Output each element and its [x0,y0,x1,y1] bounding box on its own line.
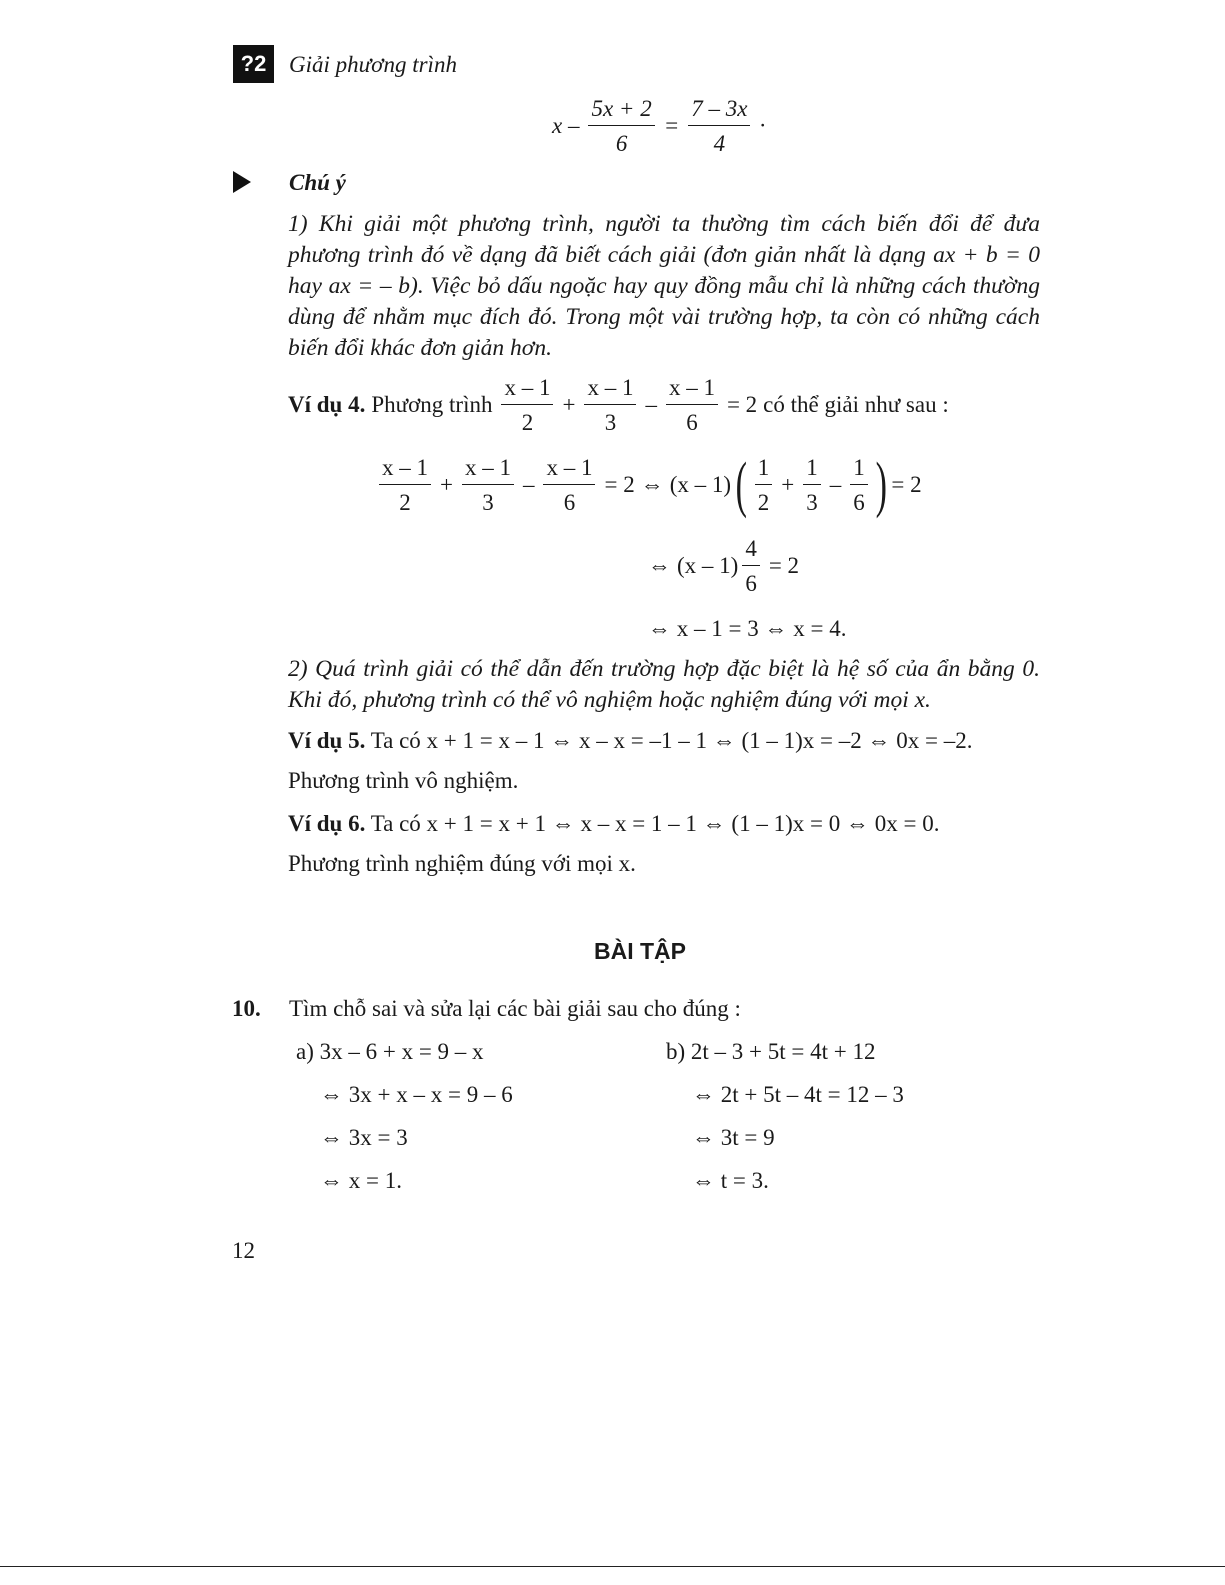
note-heading: Chú ý [289,170,346,195]
note-paragraph-2: 2) Quá trình giải có thể dẫn đến trường hợp đặc biệt là hệ số của ẩn bằng 0. Khi đó, phương trình có thể vô nghiệm hoặc nghiệm đúng với mọi x. [288,656,1040,713]
note-paragraph-1: 1) Khi giải một phương trình, người ta thường tìm cách biến đổi để đưa phương trình đó về dạng đã biết cách giải (đơn giản nhất là dạng ax + b = 0 hay ax = – b). Việc bỏ dấu ngoặc hay quy đồng mẫu chỉ là những cách thường dùng để nhằm mục đích đó. Trong một vài trường hợp, ta còn có những cách biến đổi khác đơn giản hơn. [288,211,1040,361]
bottom-rule [0,1566,1225,1567]
exercise-a-line-4: ⇔ x = 1. [320,1168,402,1193]
example-5-result: Phương trình vô nghiệm. [288,768,519,793]
example-5: Ví dụ 5. Ta có x + 1 = x – 1 ⇔ x – x = –1 – 1 ⇔ (1 – 1)x = –2 ⇔ 0x = –2. [288,728,973,753]
question-title: Giải phương trình [289,52,457,77]
example-4-step-2: ⇔ (x – 1) $\frac{4}{6}$ = 2 [648,536,800,596]
exercises-heading: BÀI TẬP [594,938,686,964]
q2-equation: x – $\frac{5x + 2}{6}$ = $\frac{7 - 3x}{4}$ · [552,96,766,156]
exercise-b-line-1: b) 2t – 3 + 5t = 4t + 12 [666,1039,876,1064]
page-number: 12 [232,1238,255,1263]
exercise-b-line-3: ⇔ 3t = 9 [692,1125,775,1150]
exercise-a-line-1: a) 3x – 6 + x = 9 – x [296,1039,484,1064]
example-6-result: Phương trình nghiệm đúng với mọi x. [288,851,636,876]
example-6: Ví dụ 6. Ta có x + 1 = x + 1 ⇔ x – x = 1 – 1 ⇔ (1 – 1)x = 0 ⇔ 0x = 0. [288,811,940,836]
question-badge: ?2 [233,45,274,83]
example-4-step-3: ⇔ x – 1 = 3 ⇔ x = 4. [648,616,847,641]
exercise-a-line-3: ⇔ 3x = 3 [320,1125,408,1150]
example-4-step-1: $\frac{x - 1}{2}$ + $\frac{x - 1}{3}$ – $\frac{x - 1}{6}$ = 2 ⇔ (x – 1) ( $\frac{1}{2}$ + $\frac{1}{3}$ – $\frac{1}{6}$ ) = 2 [376,454,922,516]
exercise-b-line-4: ⇔ t = 3. [692,1168,769,1193]
exercise-b-line-2: ⇔ 2t + 5t – 4t = 12 – 3 [692,1082,904,1107]
exercise-a-line-2: ⇔ 3x + x – x = 9 – 6 [320,1082,513,1107]
example-4-statement: Ví dụ 4. Phương trình $\frac{x - 1}{2}$ + $\frac{x - 1}{3}$ – $\frac{x - 1}{6}$ = 2 có thể giải như sau : [288,375,949,435]
triangle-bullet-icon [233,171,251,193]
exercise-task: Tìm chỗ sai và sửa lại các bài giải sau cho đúng : [289,996,741,1021]
exercise-number: 10. [232,996,261,1021]
